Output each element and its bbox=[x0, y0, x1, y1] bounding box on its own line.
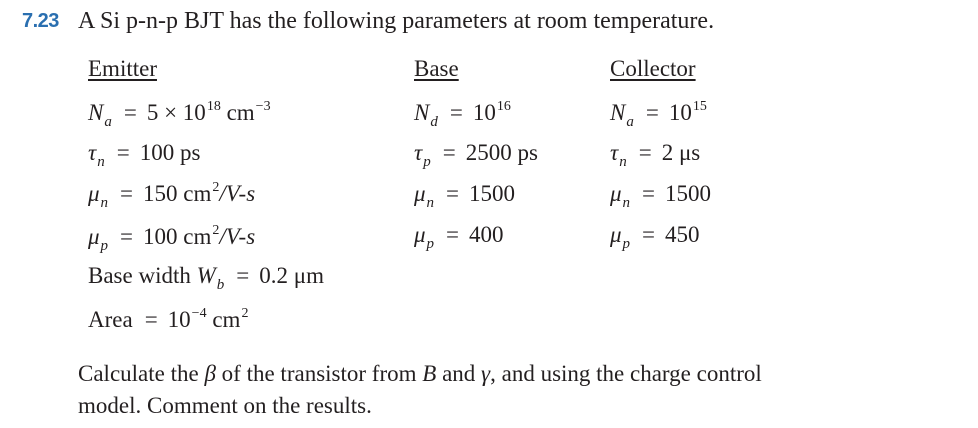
question-line-1 bbox=[78, 358, 938, 390]
equals: = bbox=[449, 100, 463, 125]
unit-tail: /V-s bbox=[219, 224, 256, 249]
emitter-lifetime bbox=[88, 140, 201, 170]
subscript: p bbox=[426, 236, 435, 252]
equals: = bbox=[642, 181, 656, 206]
symbol: N bbox=[414, 100, 430, 125]
symbol: μ bbox=[88, 224, 100, 249]
symbol: μ bbox=[414, 222, 426, 247]
area bbox=[88, 308, 248, 331]
subscript: b bbox=[216, 277, 225, 293]
emitter-mobility-n bbox=[88, 180, 256, 211]
label: Area bbox=[88, 307, 133, 332]
equals: = bbox=[638, 140, 652, 165]
unit-tail: /V-s bbox=[219, 181, 256, 206]
subscript: a bbox=[104, 114, 112, 130]
symbol: μ bbox=[88, 181, 100, 206]
emitter-mobility-p bbox=[88, 223, 256, 254]
equals: = bbox=[120, 224, 134, 249]
unit: cm bbox=[226, 100, 255, 125]
exponent: 15 bbox=[692, 99, 707, 114]
base-lifetime bbox=[414, 140, 538, 170]
value: 1500 bbox=[469, 181, 516, 206]
collector-lifetime bbox=[610, 140, 701, 170]
value: 1500 bbox=[665, 181, 712, 206]
collector-mobility-n bbox=[610, 181, 712, 211]
mantissa: 10 bbox=[668, 100, 692, 125]
subscript: p bbox=[622, 236, 631, 252]
text: , and using the charge control bbox=[490, 361, 762, 386]
symbol: W bbox=[196, 263, 216, 288]
symbol: μ bbox=[610, 181, 622, 206]
beta-symbol: β bbox=[204, 361, 216, 386]
value: 100 ps bbox=[139, 140, 201, 165]
symbol: μ bbox=[414, 181, 426, 206]
subscript: n bbox=[426, 195, 435, 211]
subscript: p bbox=[100, 238, 109, 254]
emitter-header: Emitter bbox=[88, 56, 157, 81]
equals: = bbox=[442, 140, 456, 165]
equals: = bbox=[116, 140, 130, 165]
question-text bbox=[78, 358, 938, 422]
subscript: n bbox=[619, 154, 627, 170]
value: 150 cm bbox=[143, 181, 212, 206]
base-header: Base bbox=[414, 56, 459, 81]
equals: = bbox=[642, 222, 656, 247]
symbol: N bbox=[610, 100, 626, 125]
subscript: n bbox=[100, 195, 109, 211]
unit: cm bbox=[212, 307, 241, 332]
mantissa: 5 × 10 bbox=[146, 100, 206, 125]
exponent: 18 bbox=[206, 99, 221, 114]
base-mobility-p bbox=[414, 222, 504, 252]
text: of the transistor from bbox=[215, 361, 423, 386]
b-symbol: B bbox=[422, 361, 437, 386]
unit-exponent: −3 bbox=[255, 99, 271, 114]
subscript: n bbox=[622, 195, 631, 211]
unit-exponent: 2 bbox=[212, 180, 220, 195]
collector-mobility-p bbox=[610, 222, 700, 252]
label: Base width bbox=[88, 263, 191, 288]
equals: = bbox=[446, 181, 460, 206]
gamma-symbol: γ bbox=[481, 361, 491, 386]
text: and bbox=[436, 361, 482, 386]
value: 2 μs bbox=[661, 140, 701, 165]
symbol: μ bbox=[610, 222, 622, 247]
mantissa: 10 bbox=[472, 100, 496, 125]
symbol: τ bbox=[610, 140, 619, 165]
base-width bbox=[88, 263, 324, 293]
value: 100 cm bbox=[143, 224, 212, 249]
symbol: τ bbox=[414, 140, 423, 165]
mantissa: 10 bbox=[167, 307, 191, 332]
base-mobility-n bbox=[414, 181, 516, 211]
exponent: 16 bbox=[496, 99, 511, 114]
value: 450 bbox=[665, 222, 700, 247]
problem-number: 7.23 bbox=[22, 10, 59, 32]
base-doping bbox=[414, 99, 511, 130]
equals: = bbox=[446, 222, 460, 247]
unit-exponent: 2 bbox=[241, 306, 249, 321]
symbol: N bbox=[88, 100, 104, 125]
subscript: a bbox=[626, 114, 634, 130]
problem-statement: A Si p-n-p BJT has the following parameters at room temperature. bbox=[78, 8, 715, 34]
subscript: n bbox=[97, 154, 105, 170]
value: 2500 ps bbox=[465, 140, 538, 165]
subscript: p bbox=[423, 154, 431, 170]
exponent: −4 bbox=[191, 306, 207, 321]
equals: = bbox=[645, 100, 659, 125]
value: 0.2 μm bbox=[259, 263, 324, 288]
equals: = bbox=[123, 100, 137, 125]
subscript: d bbox=[430, 114, 438, 130]
equals: = bbox=[144, 307, 158, 332]
unit-exponent: 2 bbox=[212, 223, 220, 238]
collector-doping bbox=[610, 99, 707, 130]
equals: = bbox=[236, 263, 250, 288]
question-line-2: model. Comment on the results. bbox=[78, 393, 372, 418]
value: 400 bbox=[469, 222, 504, 247]
emitter-doping bbox=[88, 99, 271, 130]
collector-header: Collector bbox=[610, 56, 696, 81]
equals: = bbox=[120, 181, 134, 206]
symbol: τ bbox=[88, 140, 97, 165]
text: Calculate the bbox=[78, 361, 205, 386]
